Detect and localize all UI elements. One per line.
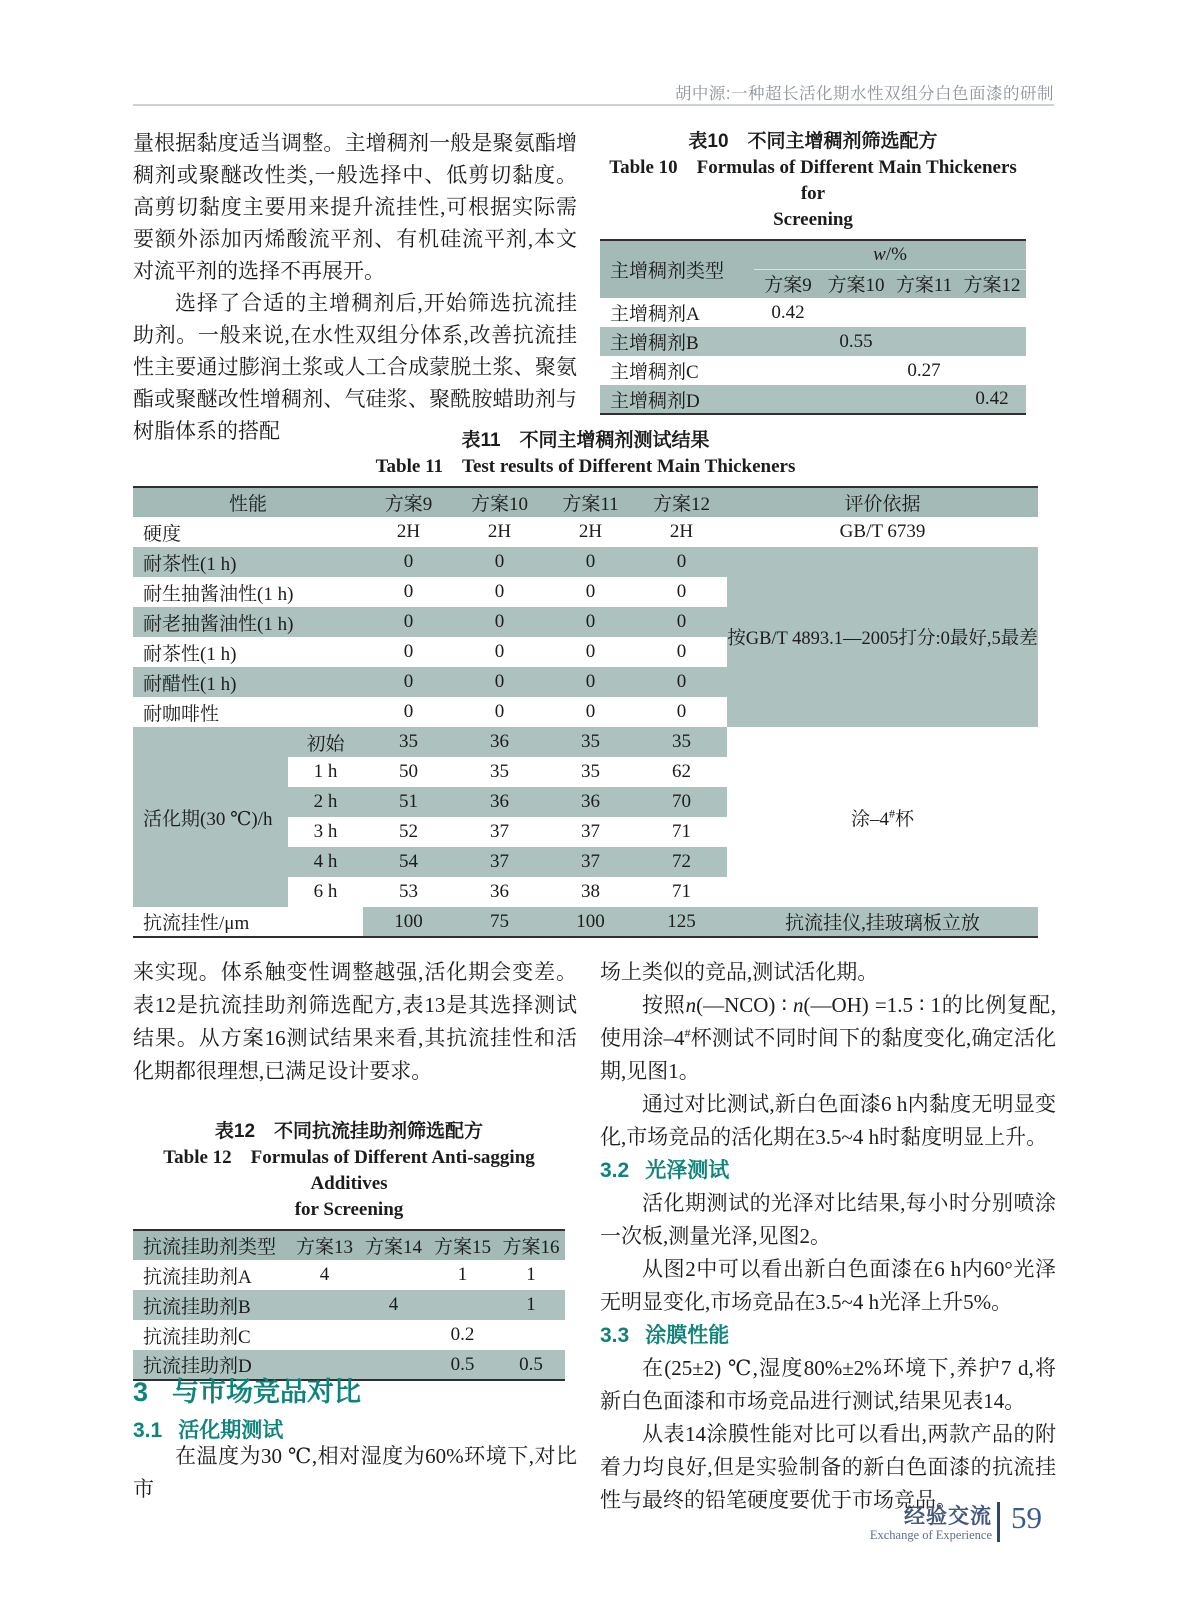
paragraph: 量根据黏度适当调整。主增稠剂一般是聚氨酯增稠剂或聚醚改性类,一般选择中、低剪切黏度。高剪切黏度主要用来提升流挂性,可根据实际需要额外添加丙烯酸流平剂、有机硅流平剂,本文对流平剂的选择不再展开。 <box>133 131 577 283</box>
column-header: 方案11 <box>545 487 636 517</box>
table10-title-en-line2: Screening <box>773 209 853 230</box>
table-row: 抗流挂助剂B 4 1 <box>133 1290 565 1320</box>
table-row: 主增稠剂B 0.55 <box>600 327 1026 356</box>
column-header: 方案13 <box>290 1230 359 1260</box>
table12-title-en-line2: for Screening <box>294 1199 404 1220</box>
table-row: 活化期(30 ℃)/h 初始 35 36 35 35 涂–4#杯 <box>133 727 1038 757</box>
table-row: 硬度 2H 2H 2H 2H GB/T 6739 <box>133 517 1038 547</box>
table11-block <box>133 427 1038 938</box>
column-header: 方案9 <box>754 269 822 298</box>
table10 <box>600 239 1026 415</box>
table-row: 2 h 51 36 36 70 <box>133 787 1038 817</box>
table-row: 抗流挂性/μm 100 75 100 125 抗流挂仪,挂玻璃板立放 <box>133 907 1038 937</box>
section-title: 与市场竞品对比 <box>172 1377 362 1407</box>
section-number: 3.3 <box>600 1324 630 1347</box>
paragraph: 活化期测试的光泽对比结果,每小时分别喷涂一次板,测量光泽,见图2。 <box>600 1191 1056 1248</box>
footer-divider-bar <box>997 1502 1000 1542</box>
section-number: 3 <box>133 1377 149 1407</box>
column-header: 抗流挂助剂类型 <box>133 1230 290 1260</box>
paragraph: 选择了合适的主增稠剂后,开始筛选抗流挂助剂。一般来说,在水性双组分体系,改善抗流挂性主要通过膨润土浆或人工合成蒙脱土浆、聚氨酯或聚醚改性增稠剂、气硅浆、聚酰胺蜡助剂与树脂体系的搭配 <box>133 291 577 443</box>
table-row: 耐茶性(1 h) 0 0 0 0 <box>133 637 1038 667</box>
column-header: 方案14 <box>359 1230 428 1260</box>
table12-title-cn: 表12 不同抗流挂助剂筛选配方 <box>214 1121 484 1142</box>
table10-block <box>600 128 1026 415</box>
table-row: 3 h 52 37 37 71 <box>133 817 1038 847</box>
section-title: 涂膜性能 <box>645 1324 730 1347</box>
table-row: 主增稠剂A 0.42 <box>600 298 1026 327</box>
section-title: 光泽测试 <box>645 1159 730 1182</box>
header-rule <box>133 104 1054 106</box>
paragraph: 在(25±2) ℃,湿度80%±2%环境下,养护7 d,将新白色面漆和市场竞品进行测试,结果见表14。 <box>600 1356 1056 1413</box>
column-header: 方案10 <box>454 487 545 517</box>
column-header: 方案16 <box>497 1230 565 1260</box>
table-row: 抗流挂助剂C 0.2 <box>133 1320 565 1350</box>
table10-title-cn: 表10 不同主增稠剂筛选配方 <box>688 131 938 152</box>
column-header: 方案10 <box>822 269 890 298</box>
table12-block <box>133 1118 565 1381</box>
column-header: 性能 <box>133 487 363 517</box>
section-number: 3.2 <box>600 1159 630 1182</box>
table-row: 主增稠剂D 0.42 <box>600 385 1026 414</box>
table11-activation-eval: 涂–4#杯 <box>727 727 1038 907</box>
right-column <box>600 956 1056 1517</box>
paragraph: 在温度为30 ℃,相对湿度为60%环境下,对比市 <box>133 1444 577 1501</box>
paragraph: 场上类似的竞品,测试活化期。 <box>600 960 879 984</box>
table-row: 主增稠剂C 0.27 <box>600 356 1026 385</box>
table-row: 耐茶性(1 h) 0 0 0 0 按GB/T 4893.1—2005打分:0最好,5最差 <box>133 547 1038 577</box>
section-title: 活化期测试 <box>178 1419 284 1442</box>
left-column-bottom <box>133 956 577 1088</box>
table10-header-row1 <box>600 240 1026 269</box>
table-row: 6 h 53 36 38 71 <box>133 877 1038 907</box>
table11-activation-label: 活化期(30 ℃)/h <box>133 727 288 907</box>
section-3-heading <box>133 1370 361 1409</box>
table12-title-en-line1: Table 12 Formulas of Different Anti-sagging Additives <box>163 1147 535 1194</box>
table11-title-en: Table 11 Test results of Different Main Thickeners <box>375 456 796 477</box>
table10-title-en-line1: Table 10 Formulas of Different Main Thickeners for <box>609 157 1017 204</box>
table-row: 抗流挂助剂A 4 1 1 <box>133 1260 565 1290</box>
section-3-2-heading <box>600 1154 1056 1187</box>
left-column-top <box>133 127 577 447</box>
paragraph: 来实现。体系触变性调整越强,活化期会变差。表12是抗流挂助剂筛选配方,表13是其选择测试结果。从方案16测试结果来看,其抗流挂性和活化期都很理想,已满足设计要求。 <box>133 960 577 1083</box>
table-row: 耐老抽酱油性(1 h) 0 0 0 0 <box>133 607 1038 637</box>
table11 <box>133 486 1038 938</box>
table-row: 抗流挂助剂D 0.5 0.5 <box>133 1350 565 1380</box>
section-3-3-heading <box>600 1319 1056 1352</box>
column-header: 方案11 <box>890 269 958 298</box>
column-header: 评价依据 <box>727 487 1038 517</box>
table12 <box>133 1229 565 1381</box>
section-3-1-paragraph <box>133 1440 577 1506</box>
running-head: 胡中源:一种超长活化期水性双组分白色面漆的研制 <box>674 85 1054 103</box>
table11-header-row <box>133 487 1038 517</box>
table10-w-header: w/% <box>754 240 1026 269</box>
footer-section-en: Exchange of Experience <box>869 1528 992 1542</box>
column-header: 方案15 <box>428 1230 497 1260</box>
table11-title-cn: 表11 不同主增稠剂测试结果 <box>461 430 710 451</box>
paragraph: 从表14涂膜性能对比可以看出,两款产品的附着力均良好,但是实验制备的新白色面漆的抗流挂性与最终的铅笔硬度要优于市场竞品。 <box>600 1422 1056 1512</box>
table-row: 耐醋性(1 h) 0 0 0 0 <box>133 667 1038 697</box>
section-number: 3.1 <box>133 1419 163 1442</box>
table11-resistance-eval: 按GB/T 4893.1—2005打分:0最好,5最差 <box>727 547 1038 727</box>
column-header: 方案12 <box>958 269 1026 298</box>
column-header: 方案12 <box>636 487 727 517</box>
table-row: 1 h 50 35 35 62 <box>133 757 1038 787</box>
paragraph: 通过对比测试,新白色面漆6 h内黏度无明显变化,市场竞品的活化期在3.5~4 h时黏度明显上升。 <box>600 1092 1056 1149</box>
table10-col-header: 主增稠剂类型 <box>600 240 754 298</box>
paragraph: 从图2中可以看出新白色面漆在6 h内60°光泽无明显变化,市场竞品在3.5~4 h光泽上升5%。 <box>600 1257 1056 1314</box>
paragraph-formula: 按照n(—NCO) ∶ n(—OH) =1.5 ∶ 1的比例复配,使用涂–4#杯测试不同时间下的黏度变化,确定活化期,见图1。 <box>600 993 1057 1083</box>
page-number: 59 <box>1011 1500 1042 1535</box>
footer-section-cn: 经验交流 <box>904 1505 992 1528</box>
table-row: 4 h 54 37 37 72 <box>133 847 1038 877</box>
column-header: 方案9 <box>363 487 454 517</box>
table12-header-row <box>133 1230 565 1260</box>
table-row: 耐生抽酱油性(1 h) 0 0 0 0 <box>133 577 1038 607</box>
table-row: 耐咖啡性 0 0 0 0 <box>133 697 1038 727</box>
